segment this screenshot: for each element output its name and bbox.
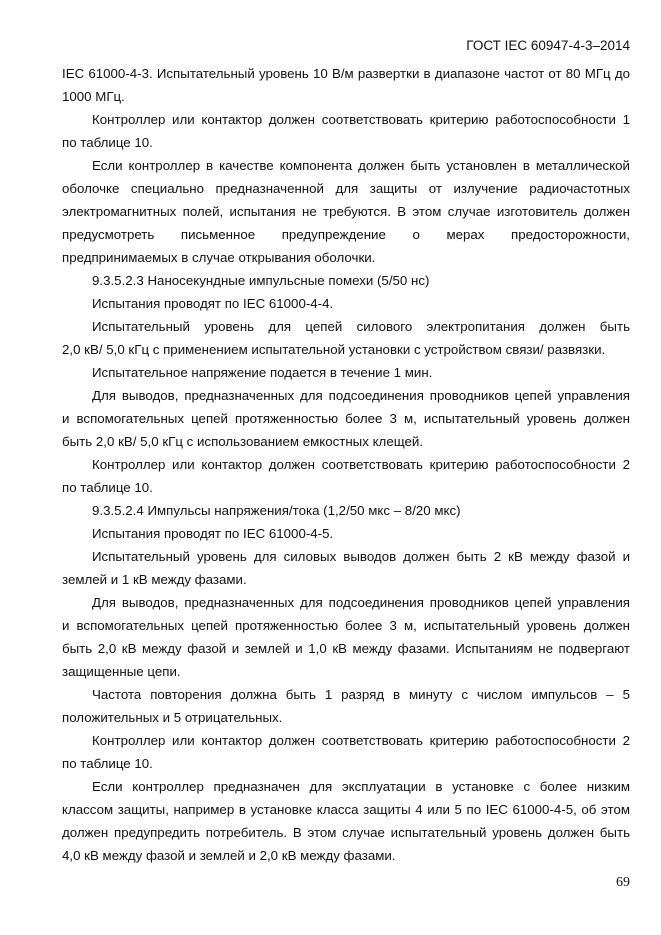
- text-line: и вспомогательных цепей протяженностью более 3 м, испытательный уровень должен: [62, 618, 630, 633]
- text-line: Испытания проводят по IEC 61000-4-5.: [92, 526, 334, 541]
- text-line: предусмотреть письменное предупреждение о мерах предосторожности,: [62, 227, 630, 242]
- text-line: Испытательное напряжение подается в течение 1 мин.: [92, 365, 433, 380]
- text-line: быть 2,0 кВ/ 5,0 кГц с использованием емкостных клещей.: [62, 434, 424, 449]
- text-line: положительных и 5 отрицательных.: [62, 710, 283, 725]
- text-line: электромагнитных полей, испытания не требуются. В этом случае изготовитель должен: [62, 204, 630, 219]
- text-line: по таблице 10.: [62, 756, 153, 771]
- paragraph: [62, 729, 630, 775]
- text-line: Для выводов, предназначенных для подсоединения проводников цепей управления: [92, 388, 630, 403]
- paragraph: [62, 108, 630, 154]
- document-header: ГОСТ IEC 60947-4-3–2014: [466, 38, 630, 53]
- text-line: оболочке специально предназначенной для защиты от излучение радиочастотных: [62, 181, 630, 196]
- paragraph: [62, 384, 630, 453]
- paragraph: [62, 62, 630, 108]
- text-line: классом защиты, например в установке класса защиты 4 или 5 по IEC 61000-4-5, об этом: [62, 802, 630, 817]
- text-line: Испытания проводят по IEC 61000-4-4.: [92, 296, 334, 311]
- paragraph: [62, 591, 630, 683]
- text-line: Контроллер или контактор должен соответствовать критерию работоспособности 2: [92, 457, 630, 472]
- text-line: 9.3.5.2.4 Импульсы напряжения/тока (1,2/50 мкс – 8/20 мкс): [92, 503, 461, 518]
- text-line: Для выводов, предназначенных для подсоединения проводников цепей управления: [92, 595, 630, 610]
- text-line: 9.3.5.2.3 Наносекундные импульсные помехи (5/50 нс): [92, 273, 430, 288]
- paragraph: [62, 775, 630, 867]
- paragraph: [62, 154, 630, 269]
- text-line: защищенные цепи.: [62, 664, 181, 679]
- paragraph: [62, 453, 630, 499]
- text-line: быть 2,0 кВ между фазой и землей и 1,0 кВ между фазами. Испытаниям не подвергают: [62, 641, 630, 656]
- paragraph: [62, 292, 630, 315]
- paragraph: [62, 361, 630, 384]
- text-line: Контроллер или контактор должен соответствовать критерию работоспособности 2: [92, 733, 630, 748]
- paragraph: [62, 269, 630, 292]
- text-line: Контроллер или контактор должен соответствовать критерию работоспособности 1: [92, 112, 630, 127]
- text-line: предпринимаемых в случае открывания оболочки.: [62, 250, 376, 265]
- text-line: IEC 61000-4-3. Испытательный уровень 10 В/м развертки в диапазоне частот от 80 МГц до: [62, 66, 630, 81]
- text-line: 4,0 кВ между фазой и землей и 2,0 кВ между фазами.: [62, 848, 396, 863]
- text-line: Испытательный уровень для силовых выводов должен быть 2 кВ между фазой и: [92, 549, 630, 564]
- text-line: Испытательный уровень для цепей силового электропитания должен быть: [92, 319, 630, 334]
- paragraph: [62, 683, 630, 729]
- page-number: 69: [616, 875, 630, 890]
- text-line: Частота повторения должна быть 1 разряд в минуту с числом импульсов – 5: [92, 687, 630, 702]
- text-line: и вспомогательных цепей протяженностью более 3 м, испытательный уровень должен: [62, 411, 630, 426]
- text-line: Если контроллер в качестве компонента должен быть установлен в металлической: [92, 158, 630, 173]
- paragraph: [62, 545, 630, 591]
- paragraph: [62, 315, 630, 361]
- paragraph: [62, 499, 630, 522]
- text-line: землей и 1 кВ между фазами.: [62, 572, 247, 587]
- paragraph: [62, 522, 630, 545]
- text-line: по таблице 10.: [62, 480, 153, 495]
- document-body: [62, 62, 630, 867]
- text-line: Если контроллер предназначен для эксплуатации в установке с более низким: [92, 779, 630, 794]
- text-line: 2,0 кВ/ 5,0 кГц с применением испытательной установки с устройством связи/ развязки.: [62, 342, 606, 357]
- text-line: по таблице 10.: [62, 135, 153, 150]
- text-line: 1000 МГц.: [62, 89, 125, 104]
- text-line: должен предупредить потребитель. В этом случае испытательный уровень должен быть: [62, 825, 630, 840]
